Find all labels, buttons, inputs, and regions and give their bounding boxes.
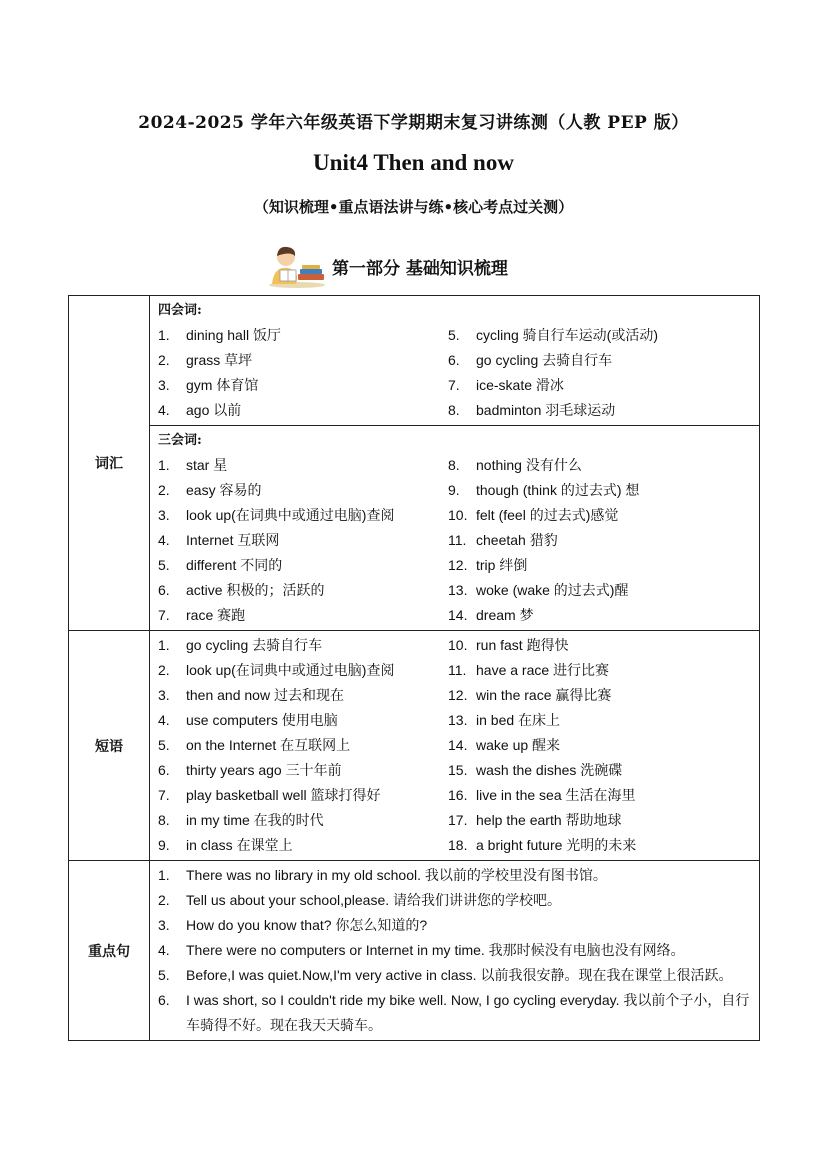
list-item: 2. look up(在词典中或通过电脑)查阅 [158, 662, 395, 678]
list-item: 15. wash the dishes 洗碗碟 [448, 762, 623, 778]
list-item: 1. star 星 [158, 457, 228, 473]
list-item: 12. trip 绊倒 [448, 557, 528, 573]
list-item: 7. race 赛跑 [158, 607, 246, 623]
list-item: 1. dining hall 饭厅 [158, 327, 281, 343]
list-item: 10. felt (feel 的过去式)感觉 [448, 507, 619, 523]
list-item: 14. dream 梦 [448, 607, 534, 623]
three-skill-heading: 三会词: [158, 433, 202, 448]
list-item: 11. cheetah 猎豹 [448, 532, 558, 548]
section-heading [266, 244, 508, 288]
category-key-sentences: 重点句 [69, 861, 150, 1041]
list-item: 6. active 积极的；活跃的 [158, 582, 325, 598]
list-item: 8. nothing 没有什么 [448, 457, 582, 473]
list-item: 1. go cycling 去骑自行车 [158, 637, 323, 653]
four-skill-words [150, 296, 759, 425]
list-item: 12. win the race 赢得比赛 [448, 687, 612, 703]
phrase-list [150, 631, 759, 860]
boy-reading-icon [266, 244, 328, 288]
list-item: 17. help the earth 帮助地球 [448, 812, 622, 828]
list-item: 8. in my time 在我的时代 [158, 812, 324, 828]
list-item: 3. then and now 过去和现在 [158, 687, 344, 703]
knowledge-table [68, 295, 760, 1041]
category-vocab: 词汇 [69, 296, 150, 631]
list-item: 5. different 不同的 [158, 557, 283, 573]
list-item: 2. easy 容易的 [158, 482, 262, 498]
list-item: 13. woke (wake 的过去式)醒 [448, 582, 629, 598]
list-item: 4. use computers 使用电脑 [158, 712, 338, 728]
list-item: 6. I was short, so I couldn't ride my bike well. Now, I go cycling everyday. 我以前个子小，自行车骑得不好。现在我天天骑车。 [158, 992, 750, 1033]
list-item: 5. cycling 骑自行车运动(或活动) [448, 327, 659, 343]
list-item: 9. though (think 的过去式) 想 [448, 482, 640, 498]
list-item: 1. There was no library in my old school. 我以前的学校里没有图书馆。 [158, 867, 607, 883]
list-item: 2. Tell us about your school,please. 请给我们讲讲您的学校吧。 [158, 892, 562, 908]
list-item: 2. grass 草坪 [158, 352, 253, 368]
list-item: 10. run fast 跑得快 [448, 637, 569, 653]
list-item: 11. have a race 进行比赛 [448, 662, 610, 678]
list-item: 9. in class 在课堂上 [158, 837, 293, 853]
sentence-list [150, 861, 759, 1040]
document-subtitle: （知识梳理•重点语法讲与练•核心考点过关测） [253, 198, 574, 216]
list-item: 6. thirty years ago 三十年前 [158, 762, 342, 778]
list-item: 4. There were no computers or Internet in my time. 我那时候没有电脑也没有网络。 [158, 942, 685, 958]
list-item: 3. look up(在词典中或通过电脑)查阅 [158, 507, 395, 523]
list-item: 3. How do you know that? 你怎么知道的? [158, 917, 428, 933]
category-phrases: 短语 [69, 631, 150, 861]
section-title: 第一部分 基础知识梳理 [332, 258, 508, 279]
list-item: 6. go cycling 去骑自行车 [448, 352, 613, 368]
list-item: 16. live in the sea 生活在海里 [448, 787, 636, 803]
list-item: 18. a bright future 光明的未来 [448, 837, 637, 853]
list-item: 5. on the Internet 在互联网上 [158, 737, 351, 753]
four-skill-heading: 四会词: [158, 303, 202, 318]
three-skill-words [150, 426, 759, 630]
list-item: 7. ice-skate 滑冰 [448, 377, 564, 393]
unit-title: Unit4 Then and now [313, 150, 514, 175]
list-item: 8. badminton 羽毛球运动 [448, 402, 616, 418]
list-item: 5. Before,I was quiet.Now,I'm very active in class. 以前我很安静。现在我在课堂上很活跃。 [158, 967, 733, 983]
list-item: 3. gym 体育馆 [158, 377, 259, 393]
list-item: 7. play basketball well 篮球打得好 [158, 787, 381, 803]
list-item: 13. in bed 在床上 [448, 712, 561, 728]
list-item: 4. ago 以前 [158, 402, 242, 418]
document-title: 2024-2025 学年六年级英语下学期期末复习讲练测（人教 PEP 版） [138, 113, 689, 133]
list-item: 14. wake up 醒来 [448, 737, 561, 753]
list-item: 4. Internet 互联网 [158, 532, 280, 548]
